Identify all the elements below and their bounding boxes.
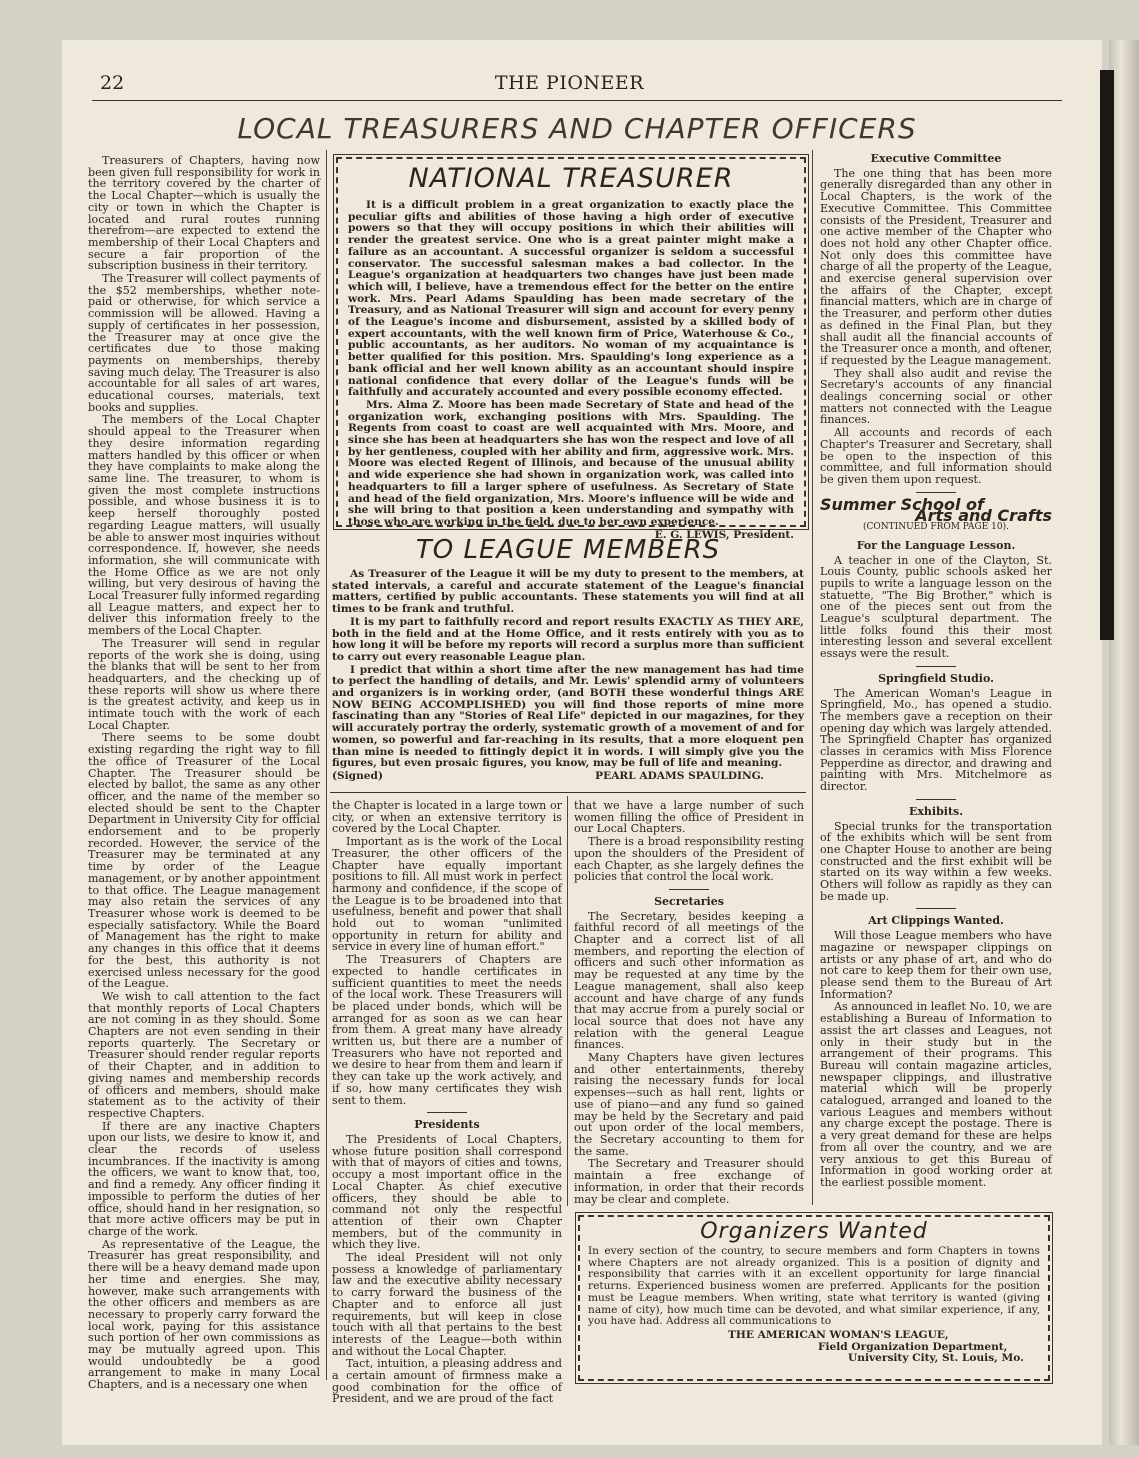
signature: E. G. LEWIS, President. bbox=[654, 528, 794, 541]
address-line: University City, St. Louis, Mo. bbox=[848, 1352, 1024, 1365]
right-paragraph: The one thing that has been more generally disregarded than any other in Local Chapters, is the work of the Executive Committee. This Committee consists of the President, Treasurer and one active member of the Chapter who does not hold any other Chapter office. Not only does this committee have charge of all the property of the League, and exercise general supervision over the affairs of the Chapter, except financial matters, which are in charge of the Treasurer, and perform other duties as defined in the Final Plan, but they shall audit all the financial accounts of the Treasurer once a month, and oftener, if requested by the League management. bbox=[820, 166, 1052, 367]
left-paragraph: The Treasurer will collect payments of the $52 memberships, whether note-paid or otherwise, for which service a commission will be allowed. Having a supply of certificates in her possession, the Treasurer may at once give the certificates due to those making payments on memberships, thereby saving much delay. The Treasurer is also accountable for all sales of art wares, educational courses, materials, text books and supplies. bbox=[88, 272, 320, 414]
middle-paragraph: The ideal President will not only possess a knowledge of parliamentary law and the executive ability necessary to carry forward the business of the Chapter and to enforce all just requirements, but will keep in close touch with all that pertains to the best interests of the League—both within and without the Local Chapter. bbox=[332, 1251, 562, 1358]
middle-paragraph: the Chapter is located in a large town or city, or when an extensive territory is covered by the Local Chapter. bbox=[332, 799, 562, 836]
middle-column-a bbox=[332, 800, 562, 1406]
left-column bbox=[88, 155, 320, 1392]
springfield-heading: Springfield Studio. bbox=[878, 671, 994, 685]
header-rule bbox=[92, 100, 1062, 101]
column-divider bbox=[326, 150, 327, 1380]
box-paragraph: Mrs. Alma Z. Moore has been made Secretary of State and head of the organization work, exchanging positions with Mrs. Spaulding. The Regents from coast to coast are well acquainted with Mrs. Moore, and since she has been at headquarters she has won the respect and love of all by her gentleness, coupled with her ability and firm, aggressive work. Mrs. Moore was elected Regent of Illinois, and because of the unusual ability and wide experience she had shown in organization work, was called into headquarters to fill a larger sphere of usefulness. As Secretary of State and head of the field organization, Mrs. Moore's influence will be wide and she will bring to that position a keen understanding and sympathy with those who are working in the field, due to her own experience. bbox=[348, 398, 794, 528]
divider bbox=[916, 799, 956, 800]
middle-column-b bbox=[574, 800, 804, 1206]
divider bbox=[916, 666, 956, 667]
national-treasurer-box bbox=[336, 157, 806, 541]
right-paragraph: As announced in leaflet No. 10, we are establishing a Bureau of Information to assist the art classes and Leagues, not only in their study but in the arrangement of their programs. This Bureau will contain magazine articles, newspaper clippings, and illustrative material which will be properly catalogued, arranged and loaned to the various Leagues and members without any charge except the postage. There is a very great demand for these are helps from all over the country, and we are very anxious to get this Bureau of Information in good working order at the earliest possible moment. bbox=[820, 1000, 1052, 1189]
league-members-title: TO LEAGUE MEMBERS bbox=[415, 535, 721, 565]
box-paragraph: It is a difficult problem in a great organization to exactly place the peculiar gifts and abilities of those having a high order of executive powers so that they will occupy positions in which their abilities will render the greatest service. One who is a great painter might make a failure as an accountant. A successful organizer is seldom a successful conservator. The successful salesman makes a bad collector. In the League's organization at headquarters two changes have just been made which will, I believe, have a tremendous effect for the better on the entire work. Mrs. Pearl Adams Spaulding has been made secretary of the Treasury, and as National Treasurer will sign and account for every penny of the League's income and disbursement, assisted by a skilled body of expert accountants, with the well known firm of Price, Waterhouse & Co., public accountants, as her auditors. No woman of my acquaintance is better qualified for this position. Mrs. Spaulding's long experience as a bank official and her well known ability as an accountant should inspire national confidence that every dollar of the League's funds will be faithfully and accurately accounted and every possible economy effected. bbox=[348, 199, 794, 399]
left-paragraph: As representative of the League, the Treasurer has great responsibility, and there will be a heavy demand made upon her time and energies. She may, however, make such arrangements with the other officers and members as are necessary to properly carry forward the local work, paying for this assistance such portion of her own commissions as may be mutually agreed upon. This would undoubtedly be a good arrangement to make in many Local Chapters, and is a necessary one when bbox=[88, 1237, 320, 1392]
right-paragraph: Will those League members who have magazine or newspaper clippings on artists or any phase of art, and who do not care to keep them for their own use, please send them to the Bureau of Art Information? bbox=[820, 929, 1052, 1001]
right-paragraph: They shall also audit and revise the Secretary's accounts of any financial dealings concerning social or other matters not connected with the League finances. bbox=[820, 366, 1052, 427]
middle-paragraph: The Secretary, besides keeping a faithful record of all meetings of the Chapter and a correct list of all members, and reporting the election of officers and such other information as may be requested at any time by the League management, shall also keep account and have charge of any funds that may accrue from a purely social or local source that does not have any relation with the general League finances. bbox=[574, 909, 804, 1052]
middle-paragraph: The Presidents of Local Chapters, whose future position shall correspond with that of mayors of cities and towns, occupy a most important office in the Local Chapter. As chief executive officers, they should be able to command not only the respectful attention of their own Chapter members, but of the community in which they live. bbox=[332, 1132, 562, 1252]
signed-label: (Signed) bbox=[332, 769, 383, 782]
address-line: Field Organization Department, bbox=[818, 1340, 1008, 1353]
divider bbox=[669, 889, 709, 890]
right-paragraph: A teacher in one of the Clayton, St. Louis County, public schools asked her pupils to write a language lesson on the statuette, "The Big Brother," which is one of the pieces sent out from the League's sculptural department. The little folks found this their most interesting lesson and several excellent essays were the result. bbox=[820, 553, 1052, 661]
left-paragraph: The Treasurer will send in regular reports of the work she is doing, using the blanks that will be sent to her from headquarters, and the checking up of these reports will show us where there is the greatest activity, and keep us in intimate touch with the work of each Local Chapter. bbox=[88, 636, 320, 732]
column-divider bbox=[567, 796, 568, 1206]
art-clippings-heading: Art Clippings Wanted. bbox=[868, 914, 1004, 928]
national-treasurer-title: NATIONAL TREASURER bbox=[408, 163, 734, 194]
binding-shadow bbox=[1100, 70, 1114, 640]
middle-paragraph: Tact, intuition, a pleasing address and a certain amount of firmness make a good combination for the office of President, and we are proud of the fact bbox=[332, 1357, 562, 1406]
section-rule bbox=[330, 792, 806, 793]
middle-paragraph: Many Chapters have given lectures and other entertainments, thereby raising the necessary funds for local expenses—such as hall rent, lights or use of piano—and any fund so gained may be held by the Secretary and paid out upon order of the local members, the Secretary accounting to them for the same. bbox=[574, 1051, 804, 1158]
league-members-section bbox=[332, 535, 804, 783]
publication-title: THE PIONEER bbox=[494, 72, 645, 94]
divider bbox=[427, 1112, 467, 1113]
right-paragraph: All accounts and records of each Chapter's Treasurer and Secretary, shall be open to the inspection of this committee, and full information should be given them upon request. bbox=[820, 426, 1052, 486]
left-paragraph: There seems to be some doubt existing regarding the right way to fill the office of Treasurer of the Local Chapter. The Treasurer should be elected by ballot, the same as any other officer, and the name of the member so elected should be sent to the Chapter Department in University City for official endorsement and to be properly recorded. However, the service of the Treasurer may be terminated at any time by order of the League management, or by another appointment to that office. The League management may also retain the services of any Treasurer whose work is deemed to be especially satisfactory. While the Board of Management has the right to make any changes in this office that it deems for the best, this authority is not exercised unless necessary for the good of the League. bbox=[88, 731, 320, 991]
divider bbox=[916, 908, 956, 909]
secretaries-heading: Secretaries bbox=[654, 894, 724, 908]
summer-school-title: Summer School of bbox=[820, 494, 984, 514]
organizers-wanted-box bbox=[578, 1215, 1050, 1381]
address-line: THE AMERICAN WOMAN'S LEAGUE, bbox=[728, 1328, 949, 1341]
middle-paragraph: The Secretary and Treasurer should maintain a free exchange of information, in order that their records may be clear and complete. bbox=[574, 1157, 804, 1206]
presidents-heading: Presidents bbox=[414, 1118, 480, 1132]
organizers-text: In every section of the country, to secure members and form Chapters in towns where Chapters are not already organized. This is a position of dignity and responsibility that carries with it an excellent opportunity for large financial returns. Experienced business women are preferred. Applicants for the position must be League members. When writing, state what territory is wanted (giving name of city), how much time can be devoted, and what similar experience, if any, you have had. Address all communications to bbox=[588, 1245, 1040, 1328]
exhibits-heading: Exhibits. bbox=[908, 804, 964, 818]
middle-paragraph: There is a broad responsibility resting upon the shoulders of the President of each Chapter, as she largely defines the policies that control the local work. bbox=[574, 835, 804, 884]
right-paragraph: Special trunks for the transportation of the exhibits which will be sent from one Chapter House to another are being constructed and the first exhibit will be started on its way within a few weeks. Others will follow as rapidly as they can be made up. bbox=[820, 819, 1052, 903]
league-paragraph: I predict that within a short time after the new management has had time to perfect the handling of details, and Mr. Lewis' splendid army of volunteers and organizers is in working order, (and BOTH these wonderful things ARE NOW BEING ACCOMPLISHED) you will find those reports of mine more fascinating than any "Stories of Real Life" depicted in our magazines, for they will accurately portray the orderly, systematic growth of a movement of and for women, so powerful and far-reaching in its results, that a more eloquent pen than mine is needed to fittingly depict it in words. I will simply give you the figures, but even prosaic figures, you know, may be full of life and meaning. bbox=[332, 663, 804, 770]
signature: PEARL ADAMS SPAULDING. bbox=[595, 769, 764, 782]
divider bbox=[916, 492, 956, 493]
language-lesson-heading: For the Language Lesson. bbox=[856, 538, 1016, 552]
middle-paragraph: that we have a large number of such women filling the office of President in our Local Chapters. bbox=[574, 799, 804, 836]
middle-paragraph: Important as is the work of the Local Treasurer, the other officers of the Chapter have equally important positions to fill. All must work in perfect harmony and confidence, if the scope of the League is to be broadened into that usefulness, benefit and power that shall hold out to woman "unlimited opportunity in return for ability and service in every line of human effort." bbox=[332, 835, 562, 954]
left-paragraph: Treasurers of Chapters, having now been given full responsibility for work in the territory covered by the charter of the Local Chapter—which is usually the city or town in which the Chapter is located and rural routes running therefrom—are expected to extend the membership of their Local Chapters and secure a fair proportion of the subscription business in their territory. bbox=[88, 154, 320, 273]
section-banner: LOCAL TREASURERS AND CHAPTER OFFICERS bbox=[237, 112, 917, 145]
league-paragraph: As Treasurer of the League it will be my duty to present to the members, at stated intervals, a careful and accurate statement of the League's financial matters, certified by public accountants. These statements you will find at all times to be frank and truthful. bbox=[332, 568, 804, 616]
page-number: 22 bbox=[100, 72, 125, 94]
right-paragraph: The American Woman's League in Springfield, Mo., has opened a studio. The members gave a reception on their opening day which was largely attended. The Springfield Chapter has organized classes in ceramics with Miss Florence Pepperdine as director, and drawing and painting with Mrs. Mitchelmore as director. bbox=[820, 686, 1052, 794]
column-divider bbox=[812, 150, 813, 1205]
league-paragraph: It is my part to faithfully record and report results EXACTLY AS THEY ARE, both in the field and at the Home Office, and it rests entirely with you as to how long it will be before my reports will record a surplus more than sufficient to carry out every reasonable League plan. bbox=[332, 615, 804, 663]
left-paragraph: The members of the Local Chapter should appeal to the Treasurer when they desire information regarding matters handled by this officer or when they have complaints to make along the same line. The treasurer, to whom is given the most complete instructions possible, and whose business it is to keep herself thoroughly posted regarding League matters, will usually be able to answer most inquiries without correspondence. If, however, she needs information, she will communicate with the Home Office as we are not only willing, but very desirous of having the Local Treasurer fully informed regarding all League matters, and expect her to deliver this information freely to the members of the Local Chapter. bbox=[88, 413, 320, 638]
organizers-title: Organizers Wanted bbox=[700, 1219, 928, 1244]
left-paragraph: We wish to call attention to the fact that monthly reports of Local Chapters are not coming in as they should. Some Chapters are not even sending in their reports quarterly. The Secretary or Treasurer should render regular reports of their Chapter, and in addition to giving names and membership records of officers and members, should make statement as to the activity of their respective Chapters. bbox=[88, 989, 320, 1120]
left-paragraph: If there are any inactive Chapters upon our lists, we desire to know it, and clear the records of useless incumbrances. If the inactivity is among the officers, we want to know that, too, and find a remedy. Any officer finding it impossible to perform the duties of her office, should hand in her resignation, so that more active officers may be put in charge of the work. bbox=[88, 1119, 320, 1238]
middle-paragraph: The Treasurers of Chapters are expected to handle certificates in sufficient quantities to meet the needs of the local work. These Treasurers will be placed under bonds, which will be arranged for as soon as we can hear from them. A great many have already written us, but there are a number of Treasurers who have not reported and we desire to hear from them and learn if they can take up the work actively, and if so, how many certificates they wish sent to them. bbox=[332, 953, 562, 1107]
continued-note: (CONTINUED FROM PAGE 10). bbox=[863, 522, 1009, 533]
summer-school-subtitle: Arts and Crafts bbox=[915, 506, 1052, 526]
right-column bbox=[820, 153, 1052, 1190]
executive-committee-heading: Executive Committee bbox=[870, 152, 1002, 165]
